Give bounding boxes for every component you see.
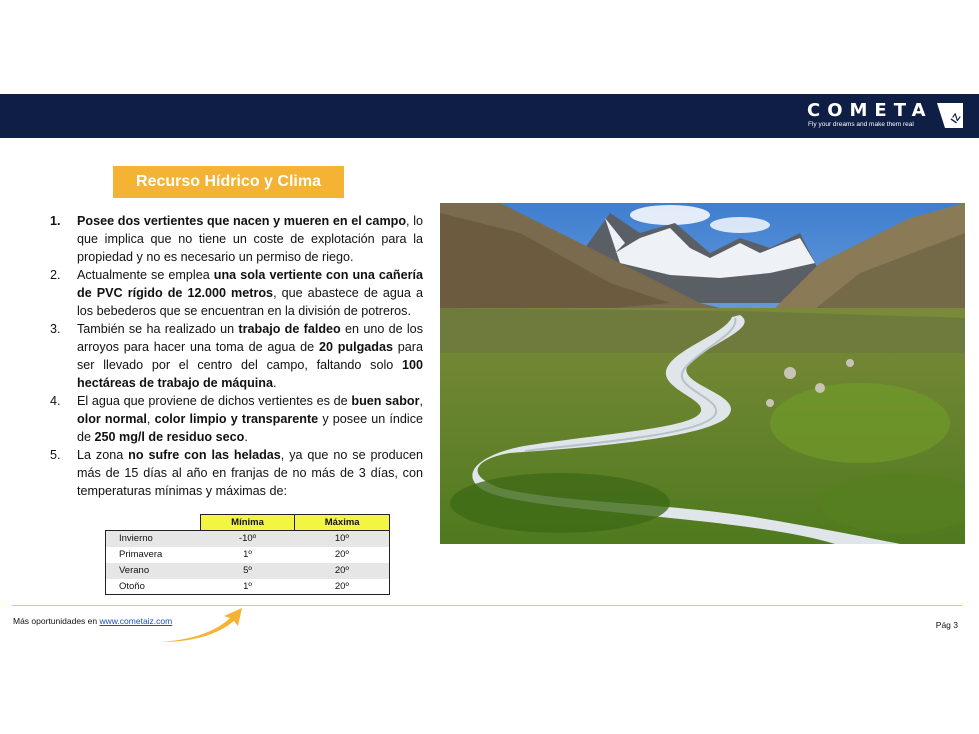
rising-arrow-icon — [158, 606, 244, 644]
logo-tagline: Fly your dreams and make them real — [808, 121, 914, 128]
list-item-number: 4. — [50, 394, 61, 408]
season-cell: Primavera — [119, 549, 163, 560]
section-title: Recurso Hídrico y Clima — [113, 166, 344, 198]
max-temp-cell: 20º — [295, 563, 390, 579]
text-phrase: , ya que no se producen más de 15 días al año en franjas de no más de 3 días, con temperaturas mínimas y máximas de: — [77, 448, 423, 498]
text-phrase: , lo que implica que no tiene un coste de explotación para la propiedad y no es necesario un permiso de riego. — [77, 214, 423, 264]
list-item — [50, 266, 423, 320]
text-phrase: . — [244, 430, 248, 444]
list-item-number: 2. — [50, 268, 61, 282]
bold-phrase: 250 mg/l de residuo seco — [94, 430, 245, 444]
text-phrase: y posee un índice de — [77, 412, 423, 444]
max-temp-cell: 10º — [295, 531, 390, 547]
bold-phrase: color limpio y transparente — [154, 412, 319, 426]
photo-illustration — [440, 203, 965, 544]
logo-wordmark: COMETA — [807, 100, 933, 121]
bold-phrase: olor normal — [77, 412, 147, 426]
text-phrase: El agua que proviene de dichos vertientes es de — [77, 394, 352, 408]
list-item-text — [77, 212, 423, 266]
text-phrase: Actualmente se emplea — [77, 268, 214, 282]
table-row — [106, 531, 390, 547]
list-item — [50, 320, 423, 392]
min-temp-cell: 1º — [243, 580, 252, 592]
text-phrase: , que abastece de agua a los bebederos que se encuentran en la división de potreros. — [77, 286, 423, 318]
season-cell: Verano — [106, 563, 201, 579]
list-item — [50, 446, 423, 500]
svg-text:IZ: IZ — [949, 112, 964, 126]
min-temp-cell: 1º — [243, 549, 252, 560]
list-item-text — [77, 446, 423, 500]
logo-badge-icon — [935, 100, 965, 130]
footer-divider — [12, 605, 962, 606]
text-phrase: También se ha realizado un — [77, 322, 239, 336]
list-item-text — [77, 266, 423, 320]
page-number: Pág 3 — [935, 620, 958, 630]
list-item-number: 1. — [50, 214, 61, 228]
min-temp-cell: -10º — [200, 531, 295, 547]
text-phrase: para ser llevado por el centro del campo, faltando solo — [77, 340, 423, 372]
bold-phrase: Posee dos vertientes que nacen y mueren en el campo — [77, 214, 407, 228]
numbered-list — [50, 212, 423, 500]
text-phrase: , — [146, 412, 155, 426]
header-minima: Mínima — [200, 515, 295, 531]
list-item — [50, 212, 423, 266]
season-cell: Otoño — [119, 580, 145, 592]
footer-prefix: Más oportunidades en — [13, 616, 100, 626]
text-phrase: . — [272, 376, 277, 390]
table-row — [106, 563, 390, 579]
bold-phrase: una sola vertiente con una cañería de PVC rígido de 12.000 metros — [77, 268, 423, 300]
text-phrase: en uno de los arroyos para hacer una toma de agua de — [77, 322, 423, 354]
table-header-blank — [106, 515, 201, 531]
mountain-stream-photo — [440, 203, 965, 544]
cometa-logo[interactable] — [807, 100, 967, 134]
list-item-text — [77, 392, 423, 446]
bold-phrase: trabajo de faldeo — [238, 322, 341, 336]
table-row — [106, 547, 390, 563]
text-phrase: La zona — [77, 448, 129, 462]
bold-phrase: buen sabor — [351, 394, 420, 408]
max-temp-cell: 20º — [334, 580, 349, 592]
text-phrase: , — [419, 394, 423, 408]
footer-text — [13, 616, 172, 626]
table-row — [106, 579, 390, 595]
max-temp-cell: 20º — [334, 549, 349, 560]
bold-phrase: no sufre con las heladas — [128, 448, 281, 462]
list-item-number: 3. — [50, 322, 61, 336]
table-header-row — [106, 515, 390, 531]
header-maxima: Máxima — [295, 515, 390, 531]
temperature-table — [105, 514, 390, 595]
min-temp-cell: 5º — [200, 563, 295, 579]
list-item-text — [77, 320, 423, 392]
bold-phrase: 100 hectáreas de trabajo de máquina — [77, 358, 423, 390]
list-item-number: 5. — [50, 448, 61, 462]
website-link[interactable]: www.cometaiz.com — [99, 616, 173, 626]
list-item — [50, 392, 423, 446]
bold-phrase: 20 pulgadas — [318, 340, 394, 354]
season-cell: Invierno — [106, 531, 201, 547]
